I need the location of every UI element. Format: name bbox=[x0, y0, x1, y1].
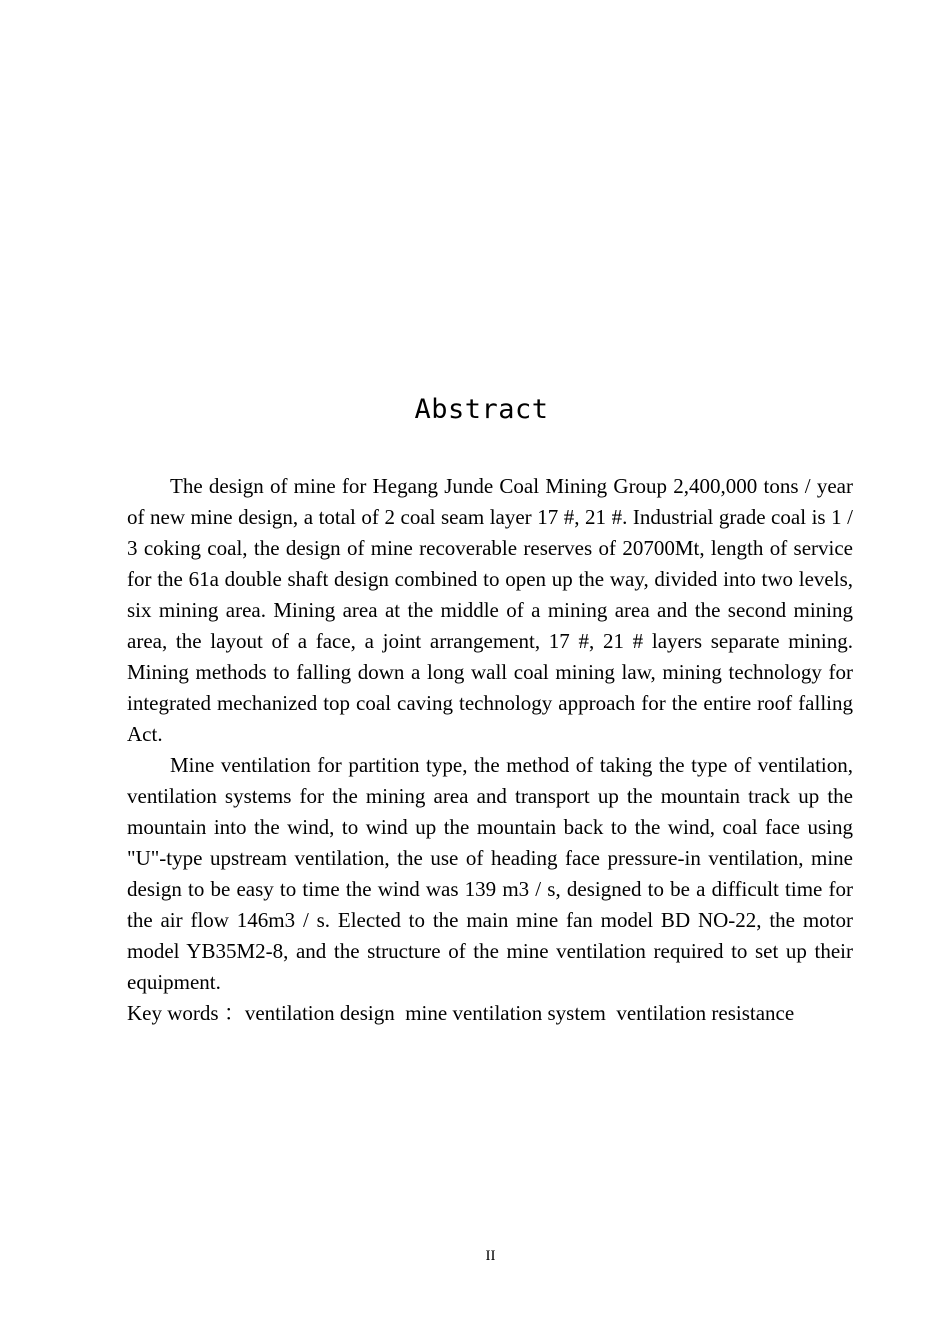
abstract-paragraph-2: Mine ventilation for partition type, the method of taking the type of ventilation, ventilation systems for the mining area and transport up the mountain track up the mountain into the wind, to wind up the mountain back to the wind, coal face using "U"-type upstream ventilation, the use of heading face pressure-in ventilation, mine design to be easy to time the wind was 139 m3 / s, designed to be a difficult time for the air flow 146m3 / s. Elected to the main mine fan model BD NO-22, the motor model YB35M2-8, and the structure of the mine ventilation required to set up their equipment. bbox=[127, 753, 853, 994]
keywords-line: Key words ：ventilation design mine ventilation system ventilation resistance bbox=[127, 1001, 795, 1025]
abstract-body bbox=[127, 471, 853, 1029]
abstract-paragraph-1: The design of mine for Hegang Junde Coal Mining Group 2,400,000 tons / year of new mine design, a total of 2 coal seam layer 17 #, 21 #. Industrial grade coal is 1 / 3 coking coal, the design of mine recoverable reserves of 20700Mt, length of service for the 61a double shaft design combined to open up the way, divided into two levels, six mining area. Mining area at the middle of a mining area and the second mining area, the layout of a face, a joint arrangement, 17 #, 21 # layers separate mining. Mining methods to falling down a long wall coal mining law, mining technology for integrated mechanized top coal caving technology approach for the entire roof falling Act. bbox=[127, 474, 853, 746]
abstract-title: Abstract bbox=[414, 394, 549, 425]
page-number: II bbox=[485, 1248, 496, 1264]
